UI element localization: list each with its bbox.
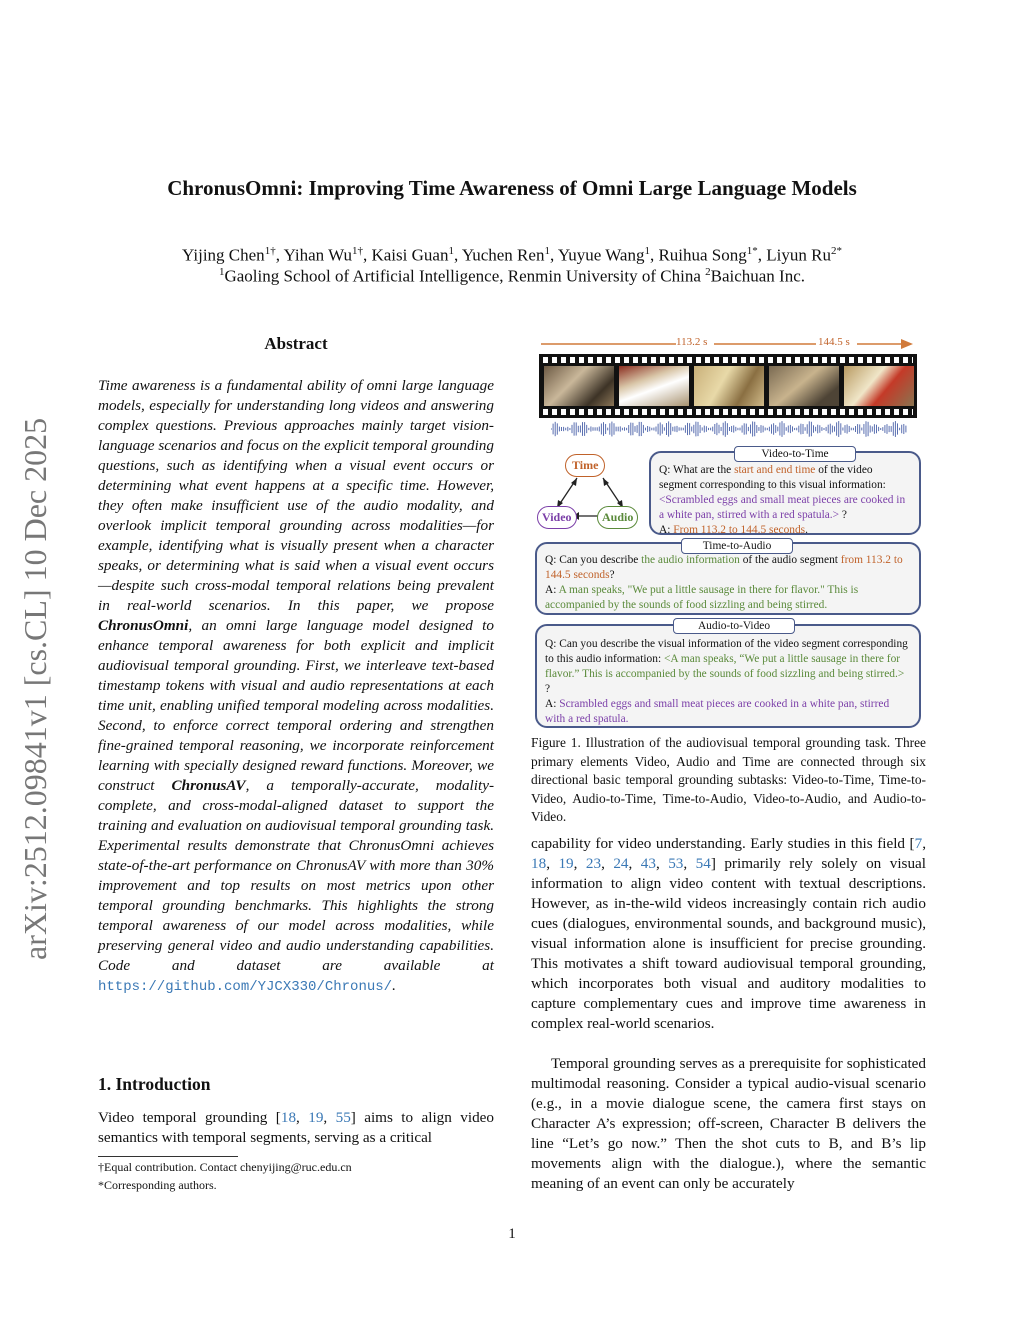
affiliation-name: Baichuan Inc.	[710, 266, 806, 286]
right-p1-text-2: ] primarily rely solely on visual information to align video content with textual descriptions. However, as in-the-wild videos increasingly contain rich audio cues (dialogues, environmental sounds, and background music), visual information alone is insufficient for precise grounding. This motivates a shift toward audiovisual temporal grounding, which incorporates both visual and auditory modalities to capture complementary cues and improve time awareness in complex real-world scenarios.	[531, 855, 926, 1032]
qa-box-video-to-time	[649, 451, 921, 535]
author-name: Kaisi Guan	[371, 245, 449, 265]
citation-link[interactable]: 7	[914, 835, 923, 852]
intro-text: Video temporal grounding [	[98, 1109, 281, 1126]
author-list: Yijing Chen$^{1\dagger}$, Yihan $Wu^{1\dagger}$, Kaisi Guan$^1$, Yuchen Ren$^1$, Yuyue Wang$^1$, Ruihua Song$^{1*}$, Liyun $Ru^{2*}$	[182, 245, 842, 265]
figure-caption: Figure 1. Illustration of the audiovisual temporal grounding task. Three primary elements Video, Audio and Time are connected through six directional basic temporal grounding subtasks: Video-to-Time, Time-to-Video, Audio-to-Time, Time-to-Audio, Video-to-Audio, and Audio-to-Video.	[531, 735, 926, 825]
citation-link[interactable]: 24	[613, 855, 629, 872]
citation-link[interactable]: 55	[335, 1109, 351, 1126]
abstract-model-name: ChronusOmni	[98, 617, 189, 634]
box1-question-end: ?	[839, 509, 847, 521]
author-name: Yihan Wu	[283, 245, 352, 265]
label-time-to-audio: Time-to-Audio	[681, 538, 793, 554]
label-audio-to-video: Audio-to-Video	[673, 618, 795, 634]
arxiv-identifier: arXiv:2512.09841v1 [cs.CL] 10 Dec 2025	[17, 417, 53, 960]
box2-question-end: ?	[609, 569, 615, 581]
citation-link[interactable]: 18	[531, 855, 547, 872]
intro-text-2: ] aims to align video semantics with temporal segments, serving as a critical	[98, 1109, 494, 1146]
affiliation-name: Gaoling School of Artificial Intelligence, Renmin University of China	[224, 266, 701, 286]
box1-answer-end: .	[805, 524, 808, 536]
box1-question-content: <Scrambled eggs and small meat pieces are cooked in a white pan, stirred with a red spatula.>	[659, 494, 906, 521]
node-video: Video	[537, 506, 577, 529]
citation-link[interactable]: 19	[558, 855, 574, 872]
box1-answer-prefix: A:	[659, 524, 674, 536]
video-frame-1	[544, 366, 614, 406]
box2-question-highlight: the audio information	[641, 554, 740, 566]
abstract-heading: Abstract	[264, 334, 328, 353]
paper-title: ChronusOmni: Improving Time Awareness of Omni Large Language Models	[167, 176, 857, 200]
affiliations	[0, 266, 1024, 287]
affiliation-mark: 2	[705, 266, 711, 278]
video-frame-5	[844, 366, 914, 406]
footnote-equal-contribution: †Equal contribution. Contact chenyijing@ruc.edu.cn	[98, 1160, 352, 1174]
figure-1	[531, 334, 926, 728]
box2-question-prefix: Q: Can you describe	[545, 554, 642, 566]
box2-answer-text: A man speaks, "We put a little sausage in there for flavor." This is accompanied by the sounds of food sizzling and being stirred.	[545, 584, 859, 611]
citation-link[interactable]: 19	[308, 1109, 324, 1126]
intro-paragraph	[98, 1108, 494, 1148]
box3-answer-text: Scrambled eggs and small meat pieces are cooked in a white pan, stirred with a red spatula.	[545, 698, 890, 725]
film-perforations-bottom	[543, 409, 913, 415]
citation-link[interactable]: 23	[585, 855, 602, 872]
right-paragraph-2: Temporal grounding serves as a prerequisite for sophisticated multimodal reasoning. Consider a typical audio-visual scenario (e.g., in a movie dialogue scene, the camera first stays on Character A’s expression; off-screen, Character B delivers the line “Let’s go now.” Then the shot cuts to B, and B’s lip movements align with the dialogue.), where the semantic meaning of an event can only be accurately	[531, 1055, 926, 1192]
affiliation-mark: 1	[218, 266, 225, 278]
audio-waveform	[551, 420, 911, 438]
timeline-arrow	[531, 334, 926, 356]
right-p1-citations: 7, 18, 19, 23, 24, 43, 53, 54	[531, 835, 926, 872]
right-paragraph-1	[531, 834, 926, 1034]
box3-question-content: <A man speaks, “We put a little sausage in there for flavor.” This is accompanied by the sounds of food sizzling and being stirred.>	[545, 653, 905, 680]
footnote-corresponding: *Corresponding authors.	[98, 1178, 217, 1192]
node-time: Time	[565, 454, 605, 477]
author-mark: 1	[448, 245, 454, 257]
author-mark: 2*	[830, 245, 842, 257]
box1-answer-text: From 113.2 to 144.5 seconds	[673, 524, 806, 536]
author-name: Liyun Ru	[766, 245, 831, 265]
abstract-body: Time awareness is a fundamental ability of omni large language models, especially for understanding long videos and answering complex questions. Previous approaches mainly target vision-language scenarios and focus on the explicit temporal grounding questions, such as identifying when a visual event occurs or determining what event happens at a specific time. However, they often make insufficient use of the audio modality, and overlook implicit temporal grounding across modalities—for example, identifying what is visually present when a character speaks, or determining what is said when a visual event occurs—despite such cross-modal temporal relations being prevalent in real-world scenarios. In this paper, we propose ChronusOmni, an omni large language model designed to enhance temporal awareness for both explicit and implicit audiovisual temporal grounding. First, we interleave text-based timestamp tokens with visual and audio representations at each time unit, enabling unified temporal modeling across modalities. Second, to enforce correct temporal ordering and strengthen fine-grained temporal reasoning, we incorporate reinforcement learning with specially designed reward functions. Moreover, we construct ChronusAV, a temporally-accurate, modality-complete, and cross-modal-aligned dataset to support the training and evaluation on audiovisual temporal grounding task. Experimental results demonstrate that ChronusOmni achieves state-of-the-art performance on ChronusAV with more than 30% improvement and top results on most metrics upon other temporal grounding benchmarks. This highlights the strong temporal awareness of our model across modalities, while preserving general video and audio understanding capabilities. Code and dataset are available at https://github.com/YJCX330/Chronus/.	[98, 377, 494, 995]
node-audio: Audio	[597, 506, 638, 529]
box1-question-prefix: Q: What are the	[659, 464, 735, 476]
video-frame-4	[769, 366, 839, 406]
box3-question-end: ?	[545, 683, 551, 695]
box2-question-mid: of the audio segment	[739, 554, 841, 566]
box1-question-mid: of the video segment corresponding to this visual information:	[659, 464, 886, 491]
citation-link[interactable]: 53	[668, 855, 684, 872]
author-name: Yuchen Ren	[461, 245, 545, 265]
citation-link[interactable]: 18	[280, 1109, 297, 1126]
author-name: Yuyue Wang	[557, 245, 645, 265]
time-end-label: 144.5 s	[818, 336, 850, 348]
box3-answer-prefix: A:	[545, 698, 560, 710]
page-number: 1	[508, 1226, 516, 1242]
label-video-to-time: Video-to-Time	[734, 446, 856, 462]
box1-question-highlight: start and end time	[734, 464, 816, 476]
citation-link[interactable]: 54	[695, 855, 711, 872]
video-frame-3	[694, 366, 764, 406]
box3-question-prefix: Q: Can you describe the visual information of the video segment corresponding to this audio information:	[545, 638, 908, 665]
right-p1-text: capability for video understanding. Early studies in this field [	[531, 835, 915, 852]
time-start-label: 113.2 s	[676, 336, 708, 348]
box2-question-time: from 113.2 to 144.5 seconds	[545, 554, 903, 581]
author-mark: 1†	[264, 245, 276, 257]
code-link[interactable]: https://github.com/YJCX330/Chronus/	[98, 979, 393, 995]
footnote-divider	[98, 1156, 238, 1157]
author-mark: 1*	[746, 245, 758, 257]
abstract-text-2: , an omni large language model designed to enhance temporal awareness for both explicit and implicit audiovisual temporal grounding. First, we interleave text-based timestamp tokens with visual and audio representations at each time unit, enabling unified temporal modeling across modalities. Second, to enforce correct temporal ordering and strengthen fine-grained temporal reasoning, we incorporate reinforcement learning with specially designed reward functions. Moreover, we construct	[98, 617, 494, 794]
video-filmstrip	[539, 354, 917, 418]
abstract-dataset-name: ChronusAV	[171, 777, 246, 794]
author-name: Yijing Chen	[182, 245, 265, 265]
qa-box-audio-to-video	[535, 624, 921, 728]
video-frame-2	[619, 366, 689, 406]
abstract-text: Time awareness is a fundamental ability of omni large language models, especially for understanding long videos and answering complex questions. Previous approaches mainly target vision-language scenarios and focus on the explicit temporal grounding questions, such as identifying when a visual event occurs or determining what event happens at a specific time. However, they often make insufficient use of the audio modality, and overlook implicit temporal grounding across modalities—for example, identifying what is visually present when a character speaks, or determining what is said when a visual event occurs—despite such cross-modal temporal relations being prevalent in real-world scenarios. In this paper, we propose	[98, 377, 494, 614]
author-mark: 1	[644, 245, 650, 257]
abstract-text-3: , a temporally-accurate, modality-complete, and cross-modal-aligned dataset to support the training and evaluation on audiovisual temporal grounding task. Experimental results demonstrate that ChronusOmni achieves state-of-the-art performance on ChronusAV with more than 30% improvement and top results on most metrics upon other temporal grounding benchmarks. This highlights the strong temporal awareness of our model across modalities, while preserving general video and audio understanding capabilities. Code and dataset are available at	[98, 777, 494, 974]
section-heading-introduction: 1. Introduction	[98, 1074, 211, 1094]
citation-link[interactable]: 43	[640, 855, 656, 872]
author-mark: 1†	[351, 245, 363, 257]
author-mark: 1	[544, 245, 550, 257]
box2-answer-prefix: A:	[545, 584, 559, 596]
author-name: Ruihua Song	[658, 245, 747, 265]
film-perforations-top	[543, 357, 913, 363]
intro-citations: 18, 19, 55	[280, 1109, 351, 1126]
